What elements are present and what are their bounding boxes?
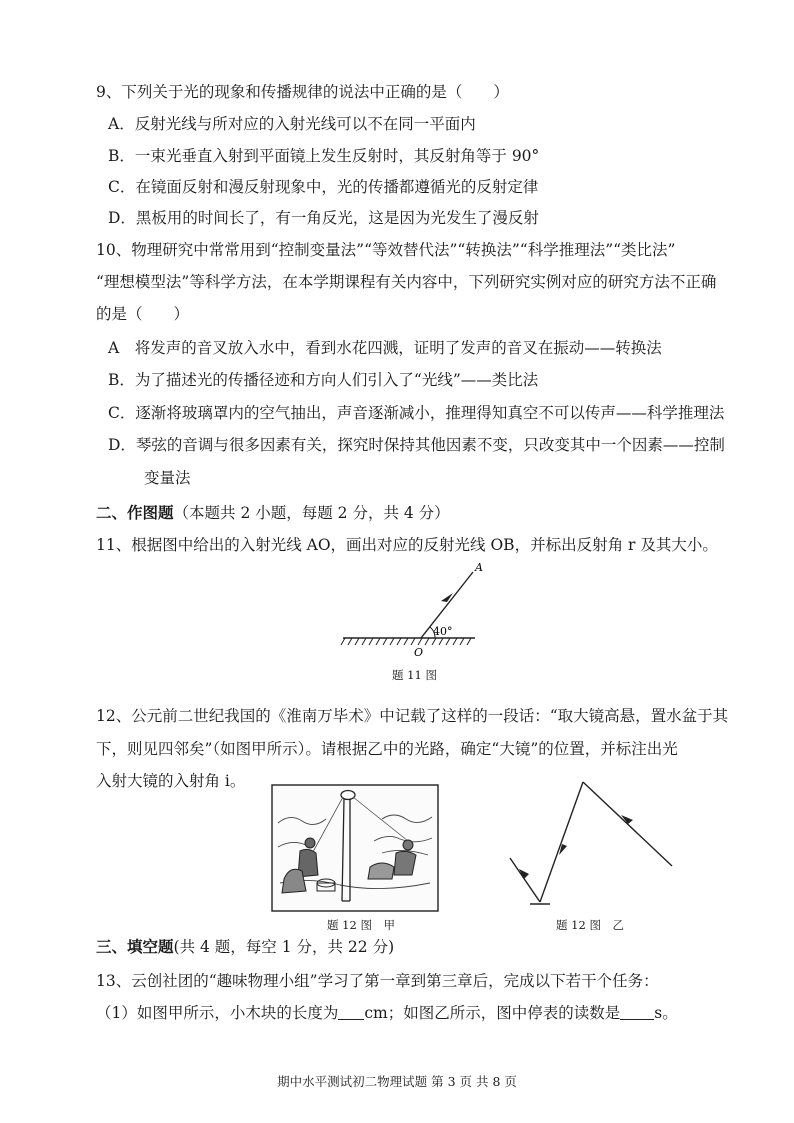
q9-stem: 9、下列关于光的现象和传播规律的说法中正确的是（ ）: [96, 83, 509, 101]
q10-option-b: B．为了描述光的传播径迹和方向人们引入了“光线”——类比法: [108, 371, 539, 389]
q11-label-o: O: [414, 646, 424, 659]
section3-note: (共 4 题，每空 1 分，共 22 分): [173, 938, 395, 956]
q12-yi-ray-1: [510, 858, 540, 902]
q12-stem-line1: 12、公元前二世纪我国的《淮南万毕术》中记载了这样的一段话：“取大镜高悬，置水盆于其: [96, 707, 729, 725]
q10-stem-line3: 的是（ ）: [96, 305, 190, 323]
q10-option-d: D．琴弦的音调与很多因素有关，探究时保持其他因素不变，只改变其中一个因素——控制: [108, 436, 725, 454]
q11-mirror-hatching: [341, 638, 471, 645]
q11-caption: 题 11 图: [392, 668, 437, 682]
section3-title: 三、填空题: [96, 937, 174, 956]
q11-label-a: A: [475, 561, 483, 574]
page-footer: 期中水平测试初二物理试题 第 3 页 共 8 页: [277, 1074, 517, 1089]
q11-figure: [335, 560, 485, 660]
section2-title: 二、作图题: [96, 503, 174, 522]
q13-part1-text-a: （1）如图甲所示，小木块的长度为: [96, 1004, 339, 1022]
q10-stem-line1: 10、物理研究中常常用到“控制变量法”“等效替代法”“转换法”“科学推理法”“类比法”: [96, 241, 676, 259]
q13-blank-length[interactable]: [338, 1005, 364, 1020]
q9-option-b: B．一束光垂直入射到平面镜上发生反射时，其反射角等于 90°: [108, 147, 540, 165]
q9-option-a: A．反射光线与所对应的入射光线可以不在同一平面内: [108, 115, 476, 133]
q11-angle-label: 40°: [433, 625, 453, 638]
q12-caption-yi: 题 12 图 乙: [556, 918, 624, 932]
q9-option-d: D．黑板用的时间长了，有一角反光，这是因为光发生了漫反射: [108, 209, 539, 227]
q13-part1-text-b: cm；如图乙所示，图中停表的读数是: [364, 1004, 621, 1022]
q11-stem: 11、根据图中给出的入射光线 AO，画出对应的反射光线 OB，并标出反射角 r 及其大小。: [96, 536, 718, 554]
q10-option-d-continued: 变量法: [144, 469, 191, 487]
section2-note: （本题共 2 小题，每题 2 分，共 4 分）: [173, 504, 450, 522]
q12-caption-jia: 题 12 图 甲: [327, 918, 395, 932]
q10-stem-line2: “理想模型法”等科学方法，在本学期课程有关内容中，下列研究实例对应的研究方法不正确: [96, 273, 717, 291]
q12-stem-line2: 下，则见四邻矣”（如图甲所示）。请根据乙中的光路，确定“大镜”的位置，并标注出光: [96, 740, 678, 758]
q13-part1: [96, 1003, 678, 1023]
q10-option-a: A 将发声的音叉放入水中，看到水花四溅，证明了发声的音叉在振动——转换法: [108, 339, 662, 357]
q12-yi-ray-2: [540, 782, 583, 902]
q13-stem: 13、云创社团的“趣味物理小组”学习了第一章到第三章后，完成以下若干个任务：: [96, 972, 659, 990]
q10-option-c: C．逐渐将玻璃罩内的空气抽出，声音逐渐减小，推理得知真空不可以传声——科学推理法: [108, 404, 725, 422]
section3-heading: [96, 937, 394, 957]
q9-option-c: C．在镜面反射和漫反射现象中，光的传播都遵循光的反射定律: [108, 178, 539, 196]
q12-figure-jia: [270, 783, 440, 913]
section2-heading: [96, 503, 450, 523]
q13-part1-text-c: s。: [654, 1004, 678, 1022]
q13-blank-stopwatch[interactable]: [620, 1005, 654, 1020]
q12-stem-line3: 入射大镜的入射角 i。: [96, 772, 246, 790]
q12-figure-yi: [500, 776, 680, 912]
q12-yi-ray-3: [583, 782, 672, 866]
